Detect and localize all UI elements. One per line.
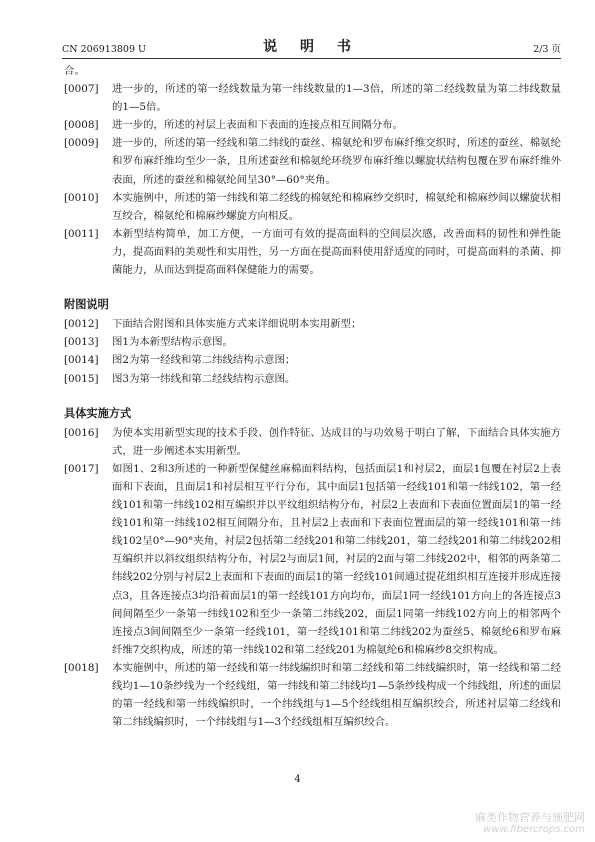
paragraph-number: [0011]: [64, 227, 99, 240]
paragraph-group-intro: [64, 80, 561, 279]
paragraph-number: [0012]: [64, 318, 99, 331]
paragraph-number: [0010]: [64, 191, 99, 204]
paragraph-text: 本实施例中，所述的第一纬线和第二经线的棉氨纶和棉麻纱交织时，棉氨纶和棉麻纱间以螺旋状相互绞合，棉氨纶和棉麻纱螺旋方向相反。: [112, 191, 561, 222]
paragraph-text: 进一步的，所述的第一经线和第二纬线的蚕丝、棉氨纶和罗布麻纤维交织时，所述的蚕丝、棉氨纶和罗布麻纤维均至少一条，且所述蚕丝和棉氨纶环绕罗布麻纤维以螺旋状结构包覆在罗布麻纤维外表面，所述的蚕丝和棉氨纶间呈30°—60°夹角。: [112, 137, 561, 186]
document-body: [64, 62, 561, 731]
paragraph: [64, 80, 561, 116]
paragraph-number: [0014]: [64, 354, 99, 367]
paragraph-text: 图1为本新型结构示意图。: [112, 336, 233, 349]
paragraph-number: [0009]: [64, 137, 99, 150]
paragraph-text: 如图1、2和3所述的一种新型保健丝麻棉面料结构，包括面层1和衬层2，面层1包覆在衬层2上表面和下表面，且面层1和衬层相互平行分布，其中面层1包括第一经线101和第一纬线102，第一经线101和第一纬线102相互编织并以平纹组织结构分布，衬层2上表面和下表面位置面层1的第一经线101和第一纬线102相互间隔分布，且衬层2上表面和下表面位置面层的第一经线101和第一纬线102呈0°—90°夹角，衬层2包括第二经线201和第二纬线201，第二经线201和第二纬线202相互编织并以斜纹组织结构分布，衬层2与面层1间，衬层的2面与第二纬线202中，相邻的两条第二纬线202分别与衬层2上表面和下表面的面层1的第一经线101间通过提花组织相互连接并形成连接点3，且各连接点3均沿着面层1的第一经线101方向均布，面层1同一经线101方向上的各连接点3间间隔至少一条第一纬线102和至少一条第二纬线202，面层1同第一纬线102方向上的相邻两个连接点3间间隔至少一条第一经线101，第一经线101和第二纬线202为蚕丝5、棉氨纶6和罗布麻纤维7交织构成，所述的第一纬线102和第二经线201为棉氨纶6和棉麻纱8交织构成。: [112, 462, 561, 656]
paragraph: [64, 370, 561, 388]
paragraph: [64, 351, 561, 369]
paragraph: [64, 134, 561, 188]
paragraph: [64, 424, 561, 460]
page-header: [62, 36, 561, 59]
paragraph: [64, 460, 561, 659]
paragraph: [64, 189, 561, 225]
paragraph: [64, 116, 561, 134]
paragraph-text: 本新型结构简单，加工方便，一方面可有效的提高面料的空间层次感，改善面料的韧性和弹性能力，提高面料的美观性和实用性，另一方面在提高面料使用舒适度的同时，可提高面料的杀菌、抑菌能力，从而达到提高面料保健能力的需要。: [112, 227, 561, 277]
document-title: 说 明 书: [263, 39, 360, 55]
paragraph-text: 下面结合附图和具体实施方式来详细说明本实用新型；: [112, 318, 362, 331]
patent-number: CN 206913809 U: [62, 44, 147, 55]
page-indicator: 2/3 页: [533, 44, 561, 55]
watermark-url: www.fibercrops.com: [483, 824, 585, 835]
paragraph: [64, 659, 561, 731]
section-heading-figures: 附图说明: [64, 297, 109, 312]
paragraph-number: [0018]: [64, 661, 99, 674]
paragraph-text: 进一步的，所述的第一经线数量为第一纬线数量的1—3倍，所述的第二经线数量为第二纬线数量的1—5倍。: [112, 83, 561, 114]
watermark-site-name: 麻类作物营养与施肥网: [475, 811, 585, 824]
page-number: 4: [294, 774, 301, 785]
paragraph-text: 本实施例中，所述的第一经线和第一纬线编织时和第二经线和第二纬线编织时，第一经线和第二经线均1—10条纱线为一个经线组，第一纬线和第二纬线均1—5条纱线构成一个纬线组，所述的面层的第一经线和第一纬线编织时，一个纬线组与1—5个经线组相互编织绞合，所述衬层第二经线和第二纬线编织时，一个纬线组与1—3个经线组相互编织绞合。: [112, 661, 561, 729]
paragraph-number: [0008]: [64, 119, 99, 132]
paragraph-number: [0015]: [64, 372, 99, 385]
paragraph: [64, 333, 561, 351]
paragraph-group-embodiment: [64, 424, 561, 732]
section-heading-embodiment: 具体实施方式: [64, 405, 132, 420]
paragraph-number: [0007]: [64, 83, 99, 96]
paragraph: [64, 225, 561, 279]
paragraph-text: 图2为第一经线和第二纬线结构示意图；: [112, 354, 296, 367]
paragraph: [64, 315, 561, 333]
paragraph-text: 图3为第一纬线和第二经线结构示意图。: [112, 372, 296, 385]
continued-text: 合。: [64, 65, 85, 77]
paragraph-group-figures: [64, 315, 561, 387]
paragraph-text: 为使本实用新型实现的技术手段、创作特征、达成目的与功效易于明白了解，下面结合具体实施方式，进一步阐述本实用新型。: [112, 426, 561, 457]
paragraph-number: [0016]: [64, 426, 99, 439]
paragraph-number: [0017]: [64, 462, 99, 475]
paragraph-number: [0013]: [64, 336, 99, 349]
paragraph-text: 进一步的，所述的衬层上表面和下表面的连接点相互间隔分布。: [112, 119, 403, 132]
